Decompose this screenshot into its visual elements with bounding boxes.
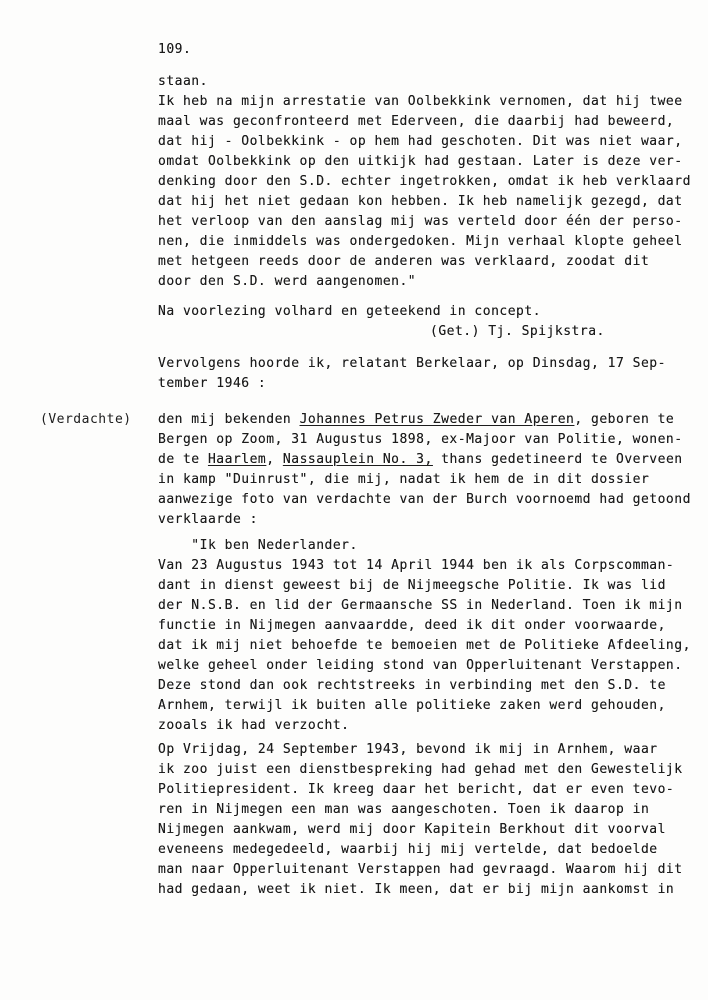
- text-line: eveneens medegedeeld, waarbij hij mij vertelde, dat bedoelde: [158, 842, 658, 857]
- text-line: Bergen op Zoom, 31 Augustus 1898, ex-Majoor van Politie, wonen-: [158, 432, 683, 447]
- text-line: ik zoo juist een dienstbespreking had gehad met den Gewestelijk: [158, 762, 683, 777]
- city-underlined: Haarlem: [207, 452, 267, 467]
- address-underlined: Nassauplein No. 3,: [282, 452, 433, 467]
- text-line: denking door den S.D. echter ingetrokken, omdat ik heb verklaard: [158, 174, 691, 189]
- text-line: tember 1946 :: [158, 376, 267, 391]
- text-line: dat hij - Oolbekkink - op hem had geschoten. Dit was niet waar,: [158, 134, 683, 149]
- text-line: [158, 412, 674, 428]
- text-line: verklaarde :: [158, 512, 258, 527]
- text-line: had gedaan, weet ik niet. Ik meen, dat er bij mijn aankomst in: [158, 882, 675, 897]
- text-line: man naar Opperluitenant Verstappen had gevraagd. Waarom hij dit: [158, 862, 683, 877]
- text-line: welke geheel onder leiding stond van Opperluitenant Verstappen.: [158, 658, 683, 673]
- text-line: "Ik ben Nederlander.: [158, 538, 358, 553]
- text-line: dant in dienst geweest bij de Nijmeegsche Politie. Ik was lid: [158, 578, 666, 593]
- text-line: [158, 452, 683, 468]
- text-line: Arnhem, terwijl ik buiten alle politieke zaken werd gehouden,: [158, 698, 666, 713]
- text-line: Vervolgens hoorde ik, relatant Berkelaar, op Dinsdag, 17 Sep-: [158, 356, 666, 371]
- text-segment: ,: [266, 452, 283, 467]
- text-line: maal was geconfronteerd met Ederveen, die daarbij had beweerd,: [158, 114, 675, 129]
- text-line: aanwezige foto van verdachte van der Burch voornoemd had getoond: [158, 492, 691, 507]
- text-line: zooals ik had verzocht.: [158, 718, 350, 733]
- page-number: 109.: [158, 42, 192, 57]
- signature-line: (Get.) Tj. Spijkstra.: [430, 324, 605, 339]
- text-segment: de te: [158, 452, 208, 467]
- text-line: der N.S.B. en lid der Germaansche SS in Nederland. Toen ik mijn: [158, 598, 683, 613]
- text-line: Van 23 Augustus 1943 tot 14 April 1944 ben ik als Corpscomman-: [158, 558, 675, 573]
- text-line: staan.: [158, 74, 208, 89]
- suspect-name: Johannes Petrus Zweder van Aperen: [299, 412, 575, 427]
- text-line: omdat Oolbekkink op den uitkijk had gestaan. Later is deze ver-: [158, 154, 683, 169]
- text-line: met hetgeen reeds door de anderen was verklaard, zoodat dit: [158, 254, 650, 269]
- text-line: Deze stond dan ook rechtstreeks in verbinding met den S.D. te: [158, 678, 666, 693]
- text-segment: den mij bekenden: [158, 412, 300, 427]
- text-line: ren in Nijmegen een man was aangeschoten. Toen ik daarop in: [158, 802, 650, 817]
- text-segment: , geboren te: [574, 412, 675, 427]
- closing-note: Na voorlezing volhard en geteekend in concept.: [158, 304, 542, 319]
- text-line: Politiepresident. Ik kreeg daar het bericht, dat er even tevo-: [158, 782, 675, 797]
- text-line: het verloop van den aanslag mij was verteld door één der perso-: [158, 214, 683, 229]
- text-line: nen, die inmiddels was ondergedoken. Mijn verhaal klopte geheel: [158, 234, 683, 249]
- text-line: in kamp "Duinrust", die mij, nadat ik hem de in dit dossier: [158, 472, 650, 487]
- text-line: dat ik mij niet behoefde te bemoeien met de Politieke Afdeeling,: [158, 638, 691, 653]
- text-line: functie in Nijmegen aanvaardde, deed ik dit onder voorwaarde,: [158, 618, 666, 633]
- margin-label-verdachte: (Verdachte): [40, 412, 132, 427]
- text-line: Ik heb na mijn arrestatie van Oolbekkink vernomen, dat hij twee: [158, 94, 683, 109]
- text-line: Nijmegen aankwam, werd mij door Kapitein Berkhout dit voorval: [158, 822, 666, 837]
- text-line: Op Vrijdag, 24 September 1943, bevond ik mij in Arnhem, waar: [158, 742, 658, 757]
- text-line: dat hij het niet gedaan kon hebben. Ik heb namelijk gezegd, dat: [158, 194, 683, 209]
- text-segment: thans gedetineerd te Overveen: [432, 452, 683, 467]
- text-line: door den S.D. werd aangenomen.": [158, 274, 417, 289]
